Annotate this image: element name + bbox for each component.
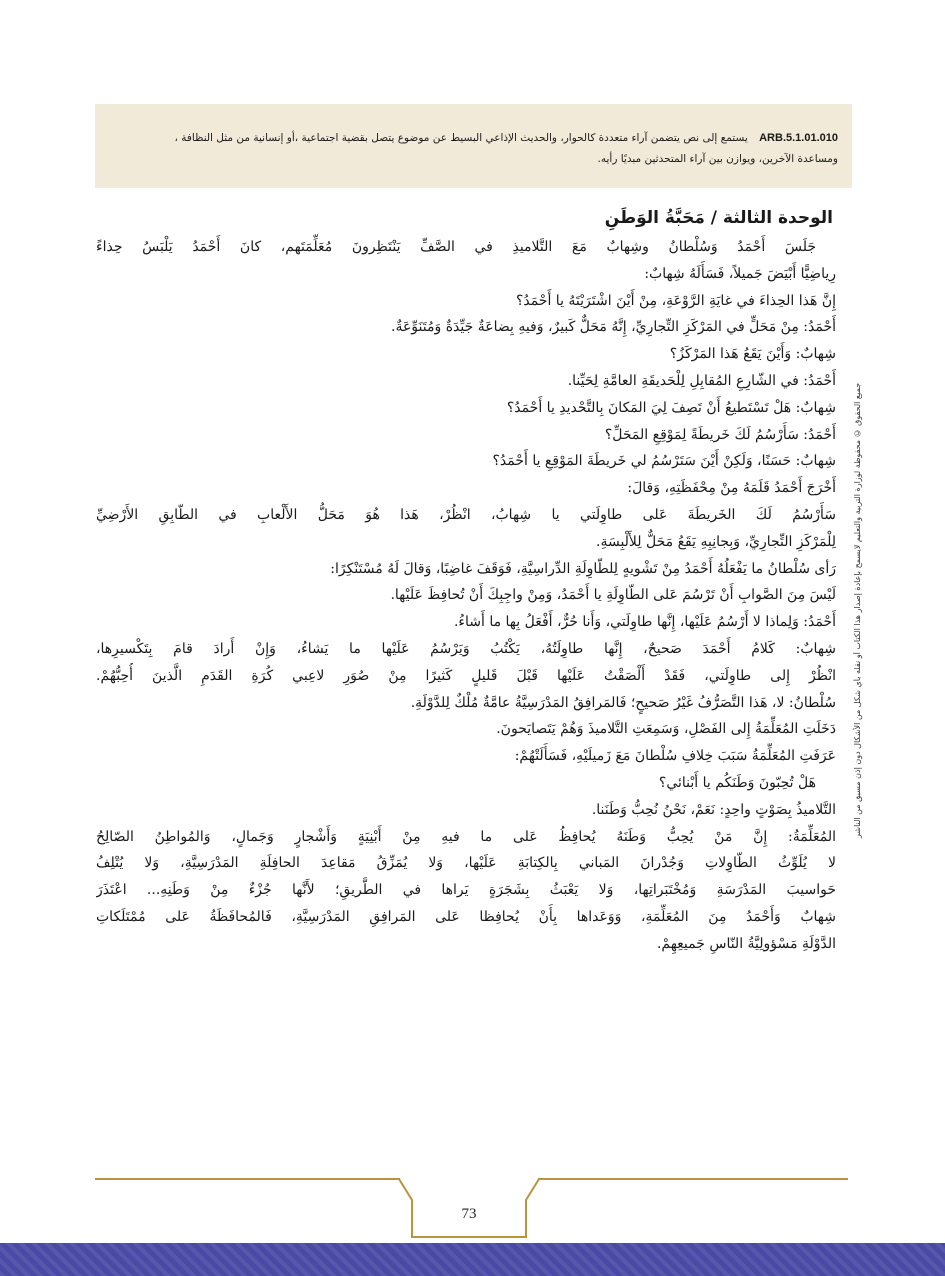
story-line: أَخْرَجَ أَحْمَدُ قَلَمَهُ مِنْ مِحْفَظَتِهِ، وَقالَ: <box>627 480 836 497</box>
story-line: شِهابٌ: وَأَيْنَ يَقَعُ هَذا المَرْكَزُ؟ <box>669 346 836 363</box>
story-line: هَلْ تُحِبّونَ وَطَنَكُم يا أَبْنائي؟ <box>658 774 816 791</box>
story-line: التَّلاميذُ بِصَوْتٍ واحِدٍ: نَعَمْ، نَحْنُ نُحِبُّ وَطَنَنا. <box>591 801 836 818</box>
standard-text-1: يستمع إلى نص يتضمن آراء متعددة كالحوار، والحديث الإذاعي البسيط عن موضوع يتصل بقضية اجتماعية ،أو إنسانية من مثل النظافة ، <box>174 132 748 144</box>
story-line: سُلْطانُ: لا، هَذا التَّصَرُّفُ غَيْرُ صَحيحٍ؛ فَالمَرافِقُ المَدْرَسِيَّةُ عامَّةٌ مُلْكٌ لِلدَّوْلَةِ. <box>410 694 836 711</box>
footer-rule-right <box>538 1178 848 1180</box>
copyright-side-note: جميع الحقوق © محفوظة لوزارة التربية والتعليم لايسمح بإعادة إصدار هذا الكتاب أو نقله بأي شكل من الأشكال دون إذن مسبق من الناشر <box>853 382 862 838</box>
story-line: شِهابٌ وَأَحْمَدُ مِنَ المُعَلِّمَةِ، وَوَعَداها بِأَنْ يُحافِظا عَلى المَرافِقِ المَدْرَسِيَّةِ، فَالمُحافَظَةُ عَلى مُمْتَلَكاتِ <box>96 908 836 925</box>
page-number: 73 <box>461 1206 477 1222</box>
unit-title: الوحدة الثالثة / مَحَبَّةُ الوَطَنِ <box>604 208 833 228</box>
story-line: سَأَرْسُمُ لَكَ الخَريطَةَ عَلى طاوِلَتي يا شِهابُ، انْظُرْ، هَذا هُوَ مَحَلُّ الأَلْعابِ في الطّابِقِ الأَرْضِيِّ <box>96 506 836 523</box>
story-line: لا يُلَوِّثُ الطّاوِلاتِ وَجُدْرانَ المَباني بِالكِتابَةِ عَلَيْها، وَلا يُمَزِّقُ مَقاعِدَ الحافِلَةِ المَدْرَسِيَّةِ، وَلا يُتْلِفُ <box>96 855 836 872</box>
story-line: شِهابٌ: حَسَنًا، وَلَكِنْ أَيْنَ سَتَرْسُمُ لي خَريطَةَ المَوْقِعِ يا أَحْمَدُ؟ <box>492 453 836 470</box>
story-line: شِهابٌ: كَلامُ أَحْمَدَ صَحيحٌ، إِنَّها طاوِلَتُهُ، يَكْتُبُ وَيَرْسُمُ عَلَيْها ما يَشاءُ، وَإِنْ أَرادَ قامَ بِتَكْسيرِها، <box>96 640 836 657</box>
learning-standard-box <box>95 104 852 188</box>
story-line: المُعَلِّمَةُ: إِنَّ مَنْ يُحِبُّ وَطَنَهُ يُحافِظُ عَلى ما فيهِ مِنْ أَبْنِيَةٍ وَأَشْجارٍ وَجَمالٍ، وَالمُواطِنُ الصّالِحُ <box>96 828 836 845</box>
story-line: أَحْمَدُ: في الشّارِعِ المُقابِلِ لِلْحَديقَةِ العامَّةِ لِحَيِّنا. <box>567 372 836 389</box>
story-line: أَحْمَدُ: مِنْ مَحَلٍّ في المَرْكَزِ التِّجارِيِّ، إِنَّهُ مَحَلٌّ كَبيرٌ، وَفيهِ بِضاعَةٌ جَيِّدَةٌ وَمُتَنَوِّعَةٌ. <box>391 319 836 336</box>
story-line: عَرَفَتِ المُعَلِّمَةُ سَبَبَ خِلافِ سُلْطانَ مَعَ زَميلَيْهِ، فَسَأَلَتْهُمْ: <box>514 748 836 765</box>
standard-line-1 <box>113 128 838 149</box>
story-text <box>96 234 836 958</box>
story-line: لَيْسَ مِنَ الصَّوابِ أَنْ تَرْسُمَ عَلى الطّاوِلَةِ يا أَحْمَدُ، وَمِنْ واجِبِكَ أَنْ تُحافِظَ عَلَيْها. <box>390 587 836 604</box>
footer-rule-left <box>95 1178 400 1180</box>
story-line: رَأى سُلْطانُ ما يَفْعَلُهُ أَحْمَدُ مِنْ تَشْويهٍ لِلطّاوِلَةِ الدِّراسِيَّةِ، فَوَقَفَ غاضِبًا، وَقالَ لَهُ مُسْتَنْكِرًا: <box>330 560 836 577</box>
bottom-decorative-band <box>0 1243 945 1276</box>
story-line: الدَّوْلَةِ مَسْؤولِيَّةُ النّاسِ جَميعِهِمْ. <box>656 935 836 952</box>
story-line: جَلَسَ أَحْمَدُ وَسُلْطانُ وشِهابٌ مَعَ التَّلاميذِ في الصَّفِّ يَنْتَظِرونَ مُعَلِّمَتَهم، كانَ أَحْمَدُ يَلْبَسُ حِذاءً <box>96 239 816 255</box>
story-line: رِياضِيًّا أَبْيَضَ جَميلاً، فَسَأَلَهُ شِهابٌ: <box>644 265 836 282</box>
story-line: دَخَلَتِ المُعَلِّمَةُ إِلى الفَصْلِ، وَسَمِعَتِ التَّلاميذَ وَهُمْ يَتَصايَحونَ. <box>496 721 836 738</box>
story-line: أَحْمَدُ: وَلِماذا لا أَرْسُمُ عَلَيْها، إِنَّها طاوِلَتي، وَأَنا حُرٌّ، أَفْعَلُ بِها ما أَشاءُ. <box>453 614 836 631</box>
story-line: لِلْمَرْكَزِ التِّجارِيِّ، وَبِجانِبِهِ يَقَعُ مَحَلٌّ لِلأَلْبِسَةِ. <box>596 533 836 550</box>
story-line: حَواسيبَ المَدْرَسَةِ وَمُخْتَبَراتِها، وَلا يَعْبَثُ بِشَجَرَةٍ يَراها في الطَّريقِ؛ لأَنَّها جُزْءٌ مِنْ وَطَنِهِ... اعْتَذَرَ <box>96 882 836 899</box>
story-line: شِهابٌ: هَلْ تَسْتَطيعُ أَنْ تَصِفَ لِيَ المَكانَ بِالتَّحْديدِ يا أَحْمَدُ؟ <box>506 399 836 416</box>
story-line: انْظُرْ إِلى طاوِلَتي، فَقَدْ أَلْصَقْتُ عَلَيْها قَبْلَ قَليلٍ كَثيرًا مِنْ صُوَرِ لاعِبي كُرَةِ القَدَمِ الَّذينَ أُحِبُّهُمْ. <box>96 667 836 684</box>
story-line: إِنَّ هَذا الحِذاءَ في غايَةِ الرَّوْعَةِ، مِنْ أَيْنَ اشْتَرَيْتَهُ يا أَحْمَدُ؟ <box>515 292 836 309</box>
standard-line-2: ومساعدة الآخرين، ويوازن بين آراء المتحدثين مبديًا رأيه. <box>597 153 838 165</box>
story-line: أَحْمَدُ: سَأَرْسُمُ لَكَ خَريطَةً لِمَوْقِعِ المَحَلِّ؟ <box>604 426 836 443</box>
standard-code: ARB.5.1.01.010 <box>759 132 838 144</box>
